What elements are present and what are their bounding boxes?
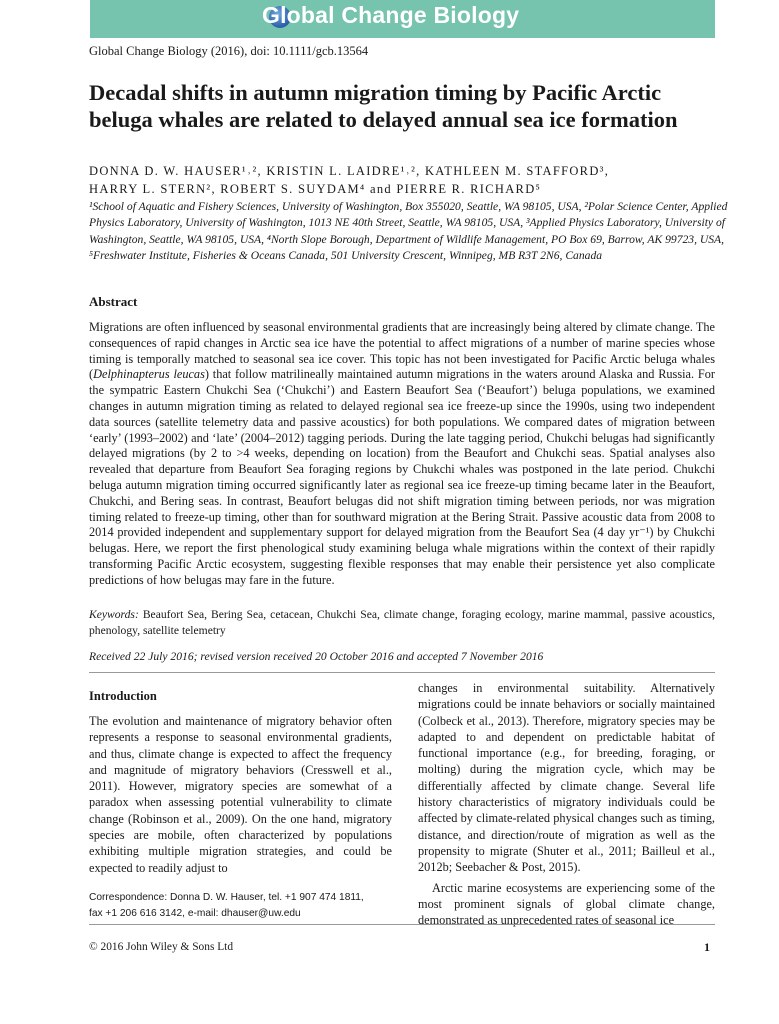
author-list	[89, 162, 729, 198]
abstract-heading: Abstract	[89, 294, 138, 309]
introduction-heading: Introduction	[89, 689, 157, 703]
article-title: Decadal shifts in autumn migration timing by Pacific Arctic beluga whales are related to delayed annual sea ice formation	[89, 80, 678, 132]
correspondence	[89, 890, 409, 922]
abstract-part-2: ) that follow matrilineally maintained autumn migrations in the waters around Alaska and Russia. For the sympatric Eastern Chukchi Sea (‘Chukchi’) and Eastern Beaufort Sea (‘Beaufort’) beluga populations, we examined changes in autumn migration timing as related to delayed regional sea ice freeze-up since the 1990s, using two independent data sources (satellite telemetry data and passive acoustics) for both populations. We compared dates of migration between ‘early’ (1993–2002) and ‘late’ (2004–2012) tagging periods. During the late tagging period, Chukchi belugas had significantly delayed migrations (by 2 to >4 weeks, depending on location) from the Beaufort and Chukchi seas. Spatial analyses also revealed that departure from Beaufort Sea foraging regions by Chukchi whales was postponed in the late period. Chukchi beluga autumn migration timing occurred significantly later as regional sea ice freeze-up timing became later in the Beaufort, Chukchi, and Bering seas. In contrast, Beaufort belugas did not shift migration timing between periods, nor was migration timing related to freeze-up timing, other than for southward migration at the Bering Strait. Passive acoustic data from 2008 to 2014 provided independent and supplementary support for delayed migration from the Beaufort Sea (4 day yr⁻¹) by Chukchi belugas. Here, we report the first phenological study examining beluga whale migrations within the context of their rapidly transforming Pacific Arctic ecosystem, suggesting flexible responses that may enable their persistence yet also complicate predictions of how belugas may fare in the future.	[89, 367, 715, 587]
author-line-2: HARRY L. STERN², ROBERT S. SUYDAM⁴ and PIERRE R. RICHARD⁵	[89, 182, 542, 196]
journal-citation: Global Change Biology (2016), doi: 10.1111/gcb.13564	[89, 44, 369, 58]
abstract-text	[89, 320, 715, 589]
keywords-text: Beaufort Sea, Bering Sea, cetacean, Chukchi Sea, climate change, foraging ecology, marine mammal, passive acoustics, phenology, satellite telemetry	[89, 608, 715, 637]
journal-banner-title: Global Change Biology	[262, 2, 520, 28]
author-line-1: DONNA D. W. HAUSER¹˒², KRISTIN L. LAIDRE¹˒², KATHLEEN M. STAFFORD³,	[89, 164, 610, 178]
correspondence-line-2: fax +1 206 616 3142, e-mail: dhauser@uw.edu	[89, 908, 301, 919]
introduction-left-column: The evolution and maintenance of migratory behavior often represents a response to seasonal environmental gradients, and thus, climate change is expected to affect the frequency and magnitude of migratory behaviors (Cresswell et al., 2011). However, migratory species are somewhat of a paradox when assessing potential vulnerability to climate change (Robinson et al., 2009). On the one hand, migratory species are mobile, often characterized by populations exhibiting multiple migration strategies, and could be expected to readily adjust to	[89, 714, 392, 875]
intro-paragraph-2: Arctic marine ecosystems are experiencing some of the most prominent signals of global climate change, demonstrated as unprecedented rates of seasonal ice	[418, 880, 715, 928]
correspondence-line-1: Correspondence: Donna D. W. Hauser, tel. +1 907 474 1811,	[89, 892, 364, 903]
intro-paragraph-1: changes in environmental suitability. Alternatively migrations could be innate behaviors or socially maintained (Colbeck et al., 2013). Therefore, migratory species may be adapted to and dependent on predictable habitat of functional importance (e.g., for breeding, foraging, or molting) during the migration cycle, which may be differentially affected by climate change. Several life history characteristics of migratory individuals could be affected by climate-related physical changes such as timing, distance, and direction/route of migration as well as the propensity to migrate (Shuter et al., 2011; Bailleul et al., 2012b; Seebacher & Post, 2015).	[418, 681, 715, 875]
received-dates: Received 22 July 2016; revised version received 20 October 2016 and accepted 7 November 2016	[89, 650, 544, 663]
keywords-label: Keywords:	[89, 608, 139, 621]
affiliations: ¹School of Aquatic and Fishery Sciences, University of Washington, Box 355020, Seattle, WA 98105, USA, ²Polar Science Center, Applied Physics Laboratory, University of Washington, 1013 NE 40th Street, Seattle, WA 98105, USA, ³Applied Physics Laboratory, University of Washington, Seattle, WA 98105, USA, ⁴North Slope Borough, Department of Wildlife Management, PO Box 69, Barrow, AK 99723, USA, ⁵Freshwater Institute, Fisheries & Oceans Canada, 501 University Crescent, Winnipeg, MB R3T 2N6, Canada	[89, 200, 728, 262]
keywords	[89, 607, 715, 639]
journal-banner	[90, 0, 715, 38]
footer-divider	[89, 924, 715, 925]
section-divider	[89, 672, 715, 673]
copyright: © 2016 John Wiley & Sons Ltd	[89, 941, 234, 953]
page-number: 1	[704, 940, 710, 954]
introduction-right-column	[418, 680, 715, 928]
abstract-part-1: Migrations are often influenced by seasonal environmental gradients that are increasingly being altered by climate change. The consequences of rapid changes in Arctic sea ice have the potential to affect migrations of a number of marine species whose timing is temporally matched to seasonal sea ice cover. This topic has not been investigated for Pacific Arctic beluga whales (	[89, 320, 715, 382]
species-name: Delphinapterus leucas	[93, 367, 205, 382]
